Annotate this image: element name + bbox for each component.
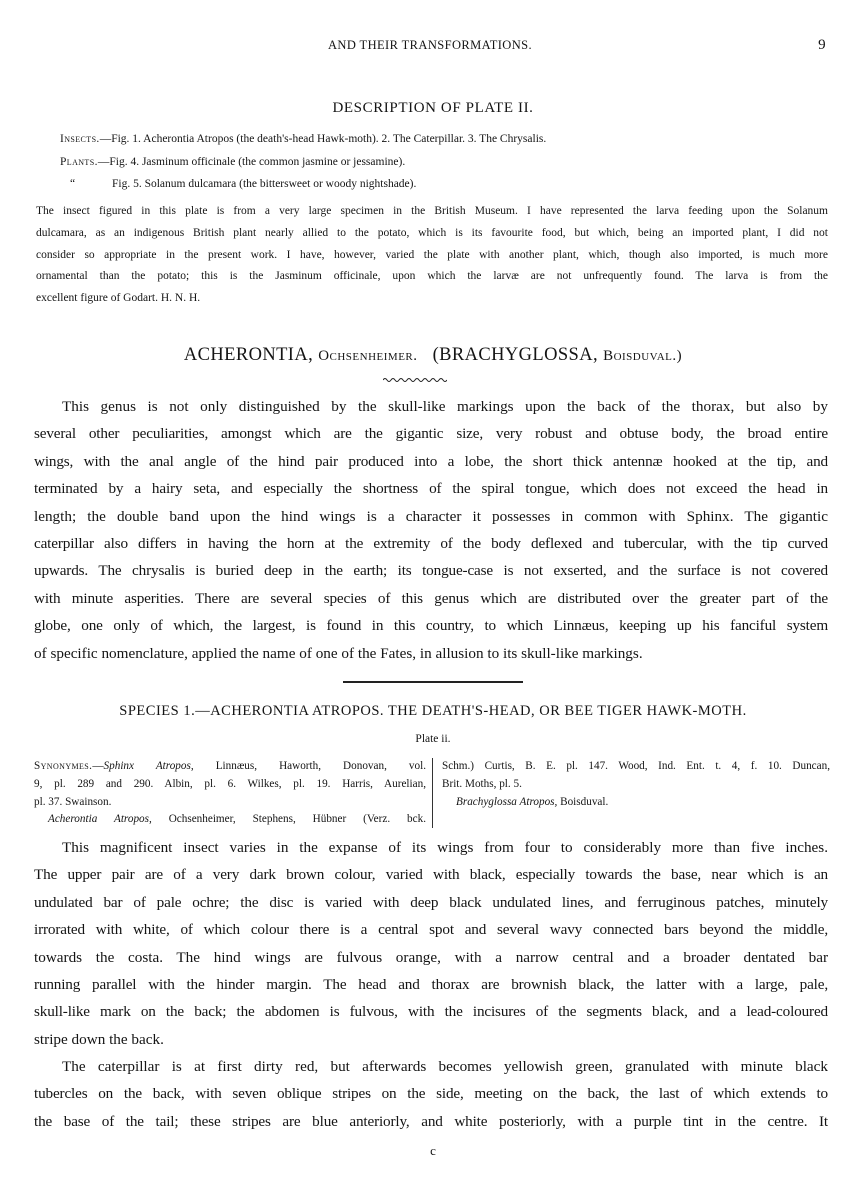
genus-name: ACHERONTIA, xyxy=(183,345,314,365)
page-number: 9 xyxy=(818,37,826,53)
species-text-line: running parallel with the hinder margin. The head and thorax are brownish black, the latter with a large, pale, xyxy=(34,975,828,993)
synonym-line xyxy=(34,776,426,794)
plate-fig5-line xyxy=(60,178,416,190)
plate-insects-line xyxy=(60,133,546,145)
running-head xyxy=(34,38,826,56)
synonym-line: Synonymes.—Sphinx Atropos, Linnæus, Haworth, Donovan, vol. xyxy=(34,760,426,772)
genus-text-line: of specific nomenclature, applied the name of one of the Fates, in allusion to its skull-like markings. xyxy=(34,644,643,662)
plate-plants-line xyxy=(60,156,405,168)
plants-text: —Fig. 4. Jasminum officinale (the common jasmine or jessamine). xyxy=(97,156,406,168)
running-head-title: AND THEIR TRANSFORMATIONS. xyxy=(327,38,533,52)
species-text-line: irrorated with white, of which colour there is a central spot and several wavy connected bars beyond the middle, xyxy=(34,921,828,939)
plate-text-line: dulcamara, as an indigenous British plant nearly allied to the potato, which is its favourite food, but which, being an imported plant, I did not xyxy=(36,226,828,239)
species-paragraph-1 xyxy=(34,834,828,1053)
synonym-italic: Acherontia Atropos, xyxy=(48,813,152,826)
genus-text-line: terminated by a hairy seta, and especially the shortness of the spiral tongue, which does not exceed the head in xyxy=(34,480,828,498)
genus-text-line: length; the double band upon the hind wings is a character it possesses in common with Sphinx. The gigantic xyxy=(34,507,828,525)
genus-text-line: several other peculiarities, amongst which are the gigantic size, very robust and obtuse body, the broad entire xyxy=(34,425,828,443)
synonym-line xyxy=(442,758,830,776)
species-text-line: The caterpillar is at first dirty red, but afterwards becomes yellowish green, granulated with minute black xyxy=(62,1058,828,1075)
species-text-line: The upper pair are of a very dark brown colour, varied with black, especially towards the base, near which is an xyxy=(34,866,828,884)
plate-reference: Plate ii. xyxy=(415,733,451,745)
synonym-italic: Sphinx Atropos, xyxy=(103,760,194,772)
genus-paragraph xyxy=(34,393,828,667)
synonyms-column-divider xyxy=(432,758,433,828)
species-heading: SPECIES 1.—ACHERONTIA ATROPOS. THE DEATH'S-HEAD, OR BEE TIGER HAWK-MOTH. xyxy=(119,703,747,719)
synonym-text: Ochsenheimer, Stephens, Hübner (Verz. bck. xyxy=(151,813,426,826)
synonyms-label: Synonymes. xyxy=(34,760,93,772)
genus-author: Ochsenheimer. xyxy=(318,348,418,364)
genus-synonym: (BRACHYGLOSSA, xyxy=(432,345,599,365)
synonym-italic: Brachyglossa Atropos, xyxy=(456,795,558,808)
plate-description-title: DESCRIPTION OF PLATE II. xyxy=(332,100,534,116)
genus-text-line: This genus is not only distinguished by the skull-like markings upon the back of the thorax, but also by xyxy=(62,398,828,415)
synonym-line xyxy=(34,794,426,812)
synonyms-right-column xyxy=(442,758,830,811)
wavy-ornament-divider xyxy=(383,375,447,385)
genus-text-line: with minute asperities. There are several species of this genus which are distributed over the greater part of the xyxy=(34,589,828,607)
synonym-author: Boisduval.) xyxy=(603,348,683,364)
insects-text: —Fig. 1. Acherontia Atropos (the death's-head Hawk-moth). 2. The Caterpillar. 3. The Chrysalis. xyxy=(99,133,547,145)
species-text-line: tubercles on the back, with seven oblique stripes on the side, meeting on the back, the last of which extends to xyxy=(34,1085,828,1103)
synonym-line xyxy=(442,794,830,812)
plate-text-line: ornamental than the potato; this is the Jasminum officinale, upon which the larvæ are not unfrequently found. The larva is from the xyxy=(36,270,828,283)
genus-text-line: globe, one only of which, the largest, is found in this country, to which Linnæus, keeping up his fanciful system xyxy=(34,617,828,635)
synonym-text: Linnæus, Haworth, Donovan, vol. xyxy=(193,760,426,772)
signature-mark: c xyxy=(430,1143,436,1158)
plate-description-text xyxy=(36,201,828,310)
genus-text-line: wings, with the anal angle of the hind pair produced into a lobe, the short thick antennæ hooked at the tip, and xyxy=(34,452,828,470)
species-text-line: the base of the tail; these stripes are blue anteriorly, and white posteriorly, with a purple tint in the centre. It xyxy=(34,1112,828,1130)
ditto-mark: “ xyxy=(70,178,76,190)
plate-text-line: excellent figure of Godart. H. N. H. xyxy=(36,292,201,305)
synonym-line xyxy=(442,776,830,794)
synonyms-left-column xyxy=(34,758,426,829)
insects-label: Insects. xyxy=(60,133,100,145)
synonym-text: pl. 37. Swainson. xyxy=(34,795,112,808)
section-divider xyxy=(343,681,523,683)
plate-text-line: The insect figured in this plate is from a very large specimen in the British Museum. I have represented the larva feeding upon the Solanum xyxy=(36,205,828,217)
genus-text-line: caterpillar also differs in having the horn at the extremity of the body deflexed and tubercular, with the tip curved xyxy=(34,534,828,552)
species-text-line: stripe down the back. xyxy=(34,1030,164,1048)
synonym-text: 9, pl. 289 and 290. Albin, pl. 6. Wilkes, pl. 19. Harris, Aurelian, xyxy=(34,777,426,790)
synonym-text: Boisduval. xyxy=(557,795,609,808)
synonym-text: Schm.) Curtis, B. E. pl. 147. Wood, Ind. Ent. t. 4, f. 10. Duncan, xyxy=(442,760,830,772)
species-paragraph-2 xyxy=(34,1053,828,1135)
species-text-line: towards the costa. The hind wings are fulvous orange, with a narrow central and a broader dentated bar xyxy=(34,948,828,966)
synonym-text: Brit. Moths, pl. 5. xyxy=(442,777,522,790)
plants-label: Plants. xyxy=(60,156,98,168)
genus-text-line: upwards. The chrysalis is buried deep in the earth; its tongue-case is not exserted, and the surface is not covered xyxy=(34,562,828,580)
species-text-line: skull-like mark on the back; the abdomen is fulvous, with the incisures of the segments black, and a lead-coloured xyxy=(34,1003,828,1021)
species-text-line: This magnificent insect varies in the expanse of its wings from four to considerably more than five inches. xyxy=(62,839,828,856)
plate-text-line: consider so appropriate in the present work. I have, however, varied the plate with another plant, which, though also imported, is much more xyxy=(36,248,828,261)
genus-heading xyxy=(0,345,866,366)
fig5-text: Fig. 5. Solanum dulcamara (the bittersweet or woody nightshade). xyxy=(112,178,417,190)
species-text-line: undulated bar of pale ochre; the disc is varied with deep black undulated lines, and ferruginous patches, minutely xyxy=(34,893,828,911)
synonym-line xyxy=(34,811,426,829)
